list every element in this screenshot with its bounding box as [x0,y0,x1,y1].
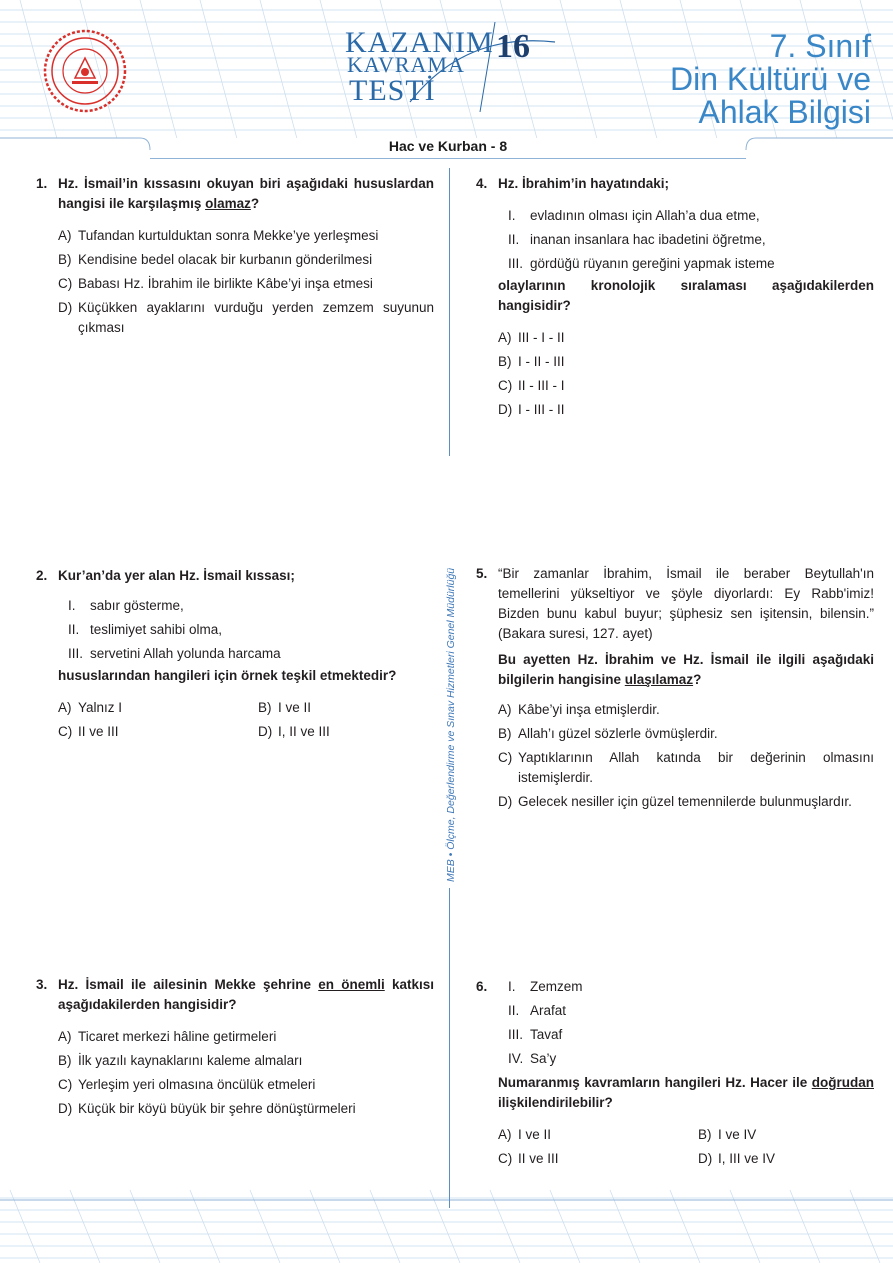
question-number: 3. [36,977,48,992]
statement-3 [498,254,874,274]
option-b[interactable] [698,1125,893,1145]
stem-text: Hz. İsmail ile ailesinin Mekke şehrine [58,977,319,992]
option-text: I, II ve III [278,724,330,739]
option-a[interactable] [58,1027,434,1047]
statement-text: evladının olması için Allah’a dua etme, [530,208,760,223]
option-letter: B) [698,1127,712,1142]
option-letter: C) [498,750,513,765]
concept-text: Zemzem [530,979,583,994]
question-stem [498,650,874,690]
option-letter: D) [698,1151,713,1166]
option-letter: C) [58,1077,73,1092]
stem-text: Bu ayetten Hz. İbrahim ve Hz. İsmail ile ilgili aşağıdaki bilgilerin hangisine [498,652,874,687]
concept-text: Arafat [530,1003,567,1018]
option-b[interactable] [498,352,874,372]
option-text: I - II - III [518,354,565,369]
option-d[interactable] [58,298,434,338]
option-letter: B) [58,1053,72,1068]
statement-numeral: I. [508,208,516,223]
option-c[interactable] [58,722,258,742]
question-2 [36,566,434,742]
stem-text: Hz. İsmail’in kıssasını okuyan biri aşağıdaki hususlardan hangisi ile karşılaşmış [58,176,434,211]
option-b[interactable] [498,724,874,744]
option-c[interactable] [498,376,874,396]
option-a[interactable] [58,698,258,718]
option-c[interactable] [58,274,434,294]
statement-1 [498,206,874,226]
concept-2 [498,1001,874,1021]
subject-name-line-1: Din Kültürü ve [670,61,871,97]
options-grid [498,1125,874,1169]
subject-grade: 7. Sınıf [769,28,871,64]
option-text: I - III - II [518,402,565,417]
option-letter: C) [498,1151,513,1166]
option-a[interactable] [58,226,434,246]
option-text: Yerleşim yeri olmasına öncülük etmeleri [78,1077,316,1092]
concept-numeral: III. [508,1027,524,1042]
option-text: Babası Hz. İbrahim ile birlikte Kâbe’yi inşa etmesi [78,276,373,291]
option-text: Ticaret merkezi hâline getirmeleri [78,1029,277,1044]
brand-swoosh-icon [405,22,565,112]
option-d[interactable] [498,400,874,420]
statement-text: servetini Allah yolunda harcama [90,646,281,661]
statement-text: sabır gösterme, [90,598,184,613]
question-5 [476,564,874,812]
option-text: II ve III [78,724,119,739]
concept-numeral: IV. [508,1051,524,1066]
option-b[interactable] [258,698,458,718]
question-stem [498,1073,874,1113]
question-stem: Kur’an’da yer alan Hz. İsmail kıssası; [58,568,295,583]
stem-emphasis: olamaz [205,196,251,211]
option-text: I, III ve IV [718,1151,776,1166]
option-c[interactable] [58,1075,434,1095]
statement-text: teslimiyet sahibi olma, [90,622,223,637]
question-stem [58,174,434,214]
option-c[interactable] [498,748,874,788]
statement-numeral: III. [508,256,524,271]
question-number: 4. [476,176,488,191]
question-number: 2. [36,568,48,583]
option-text: II ve III [518,1151,559,1166]
option-d[interactable] [58,1099,434,1119]
question-3 [36,975,434,1119]
option-text: Küçük bir köyü büyük bir şehre dönüştürmeleri [78,1101,356,1116]
question-4 [476,174,874,420]
option-text: Tufandan kurtulduktan sonra Mekke’ye yerleşmesi [78,228,379,243]
option-text: III - I - II [518,330,565,345]
concept-1 [498,977,874,997]
statement-numeral: III. [68,646,84,661]
statement-numeral: II. [508,232,520,247]
question-number: 5. [476,566,488,581]
concept-numeral: II. [508,1003,520,1018]
option-letter: A) [58,700,72,715]
brand-line-1: KAZANIM [345,26,494,59]
topic-bar [150,134,746,159]
question-prompt: olaylarının kronolojik sıralaması aşağıdakilerden hangisidir? [498,278,874,313]
option-letter: C) [58,276,73,291]
option-a[interactable] [498,328,874,348]
option-text: Allah’ı güzel sözlerle övmüşlerdir. [518,726,718,741]
option-text: Küçükken ayaklarını vurduğu yerden zemzem suyunun çıkması [78,300,434,335]
concept-4 [498,1049,874,1069]
stem-text-end: katkısı aşağıdakilerden hangisidir? [58,977,435,1012]
concept-text: Sa’y [530,1051,557,1066]
question-number: 1. [36,176,48,191]
statement-1 [58,596,434,616]
stem-text-end: ilişkilendirilebilir? [498,1095,613,1110]
subject-name-line-2: Ahlak Bilgisi [698,94,871,130]
option-letter: C) [58,724,73,739]
stem-text-end: ? [693,672,702,687]
statement-numeral: I. [68,598,76,613]
option-letter: D) [498,794,513,809]
option-letter: A) [498,702,512,717]
statement-2 [498,230,874,250]
side-publisher-text: MEB • Ölçme, Değerlendirme ve Sınav Hizmetleri Genel Müdürlüğü [445,456,457,888]
stem-emphasis: en önemli [318,977,385,992]
question-prompt: hususlarından hangileri için örnek teşkil etmektedir? [58,668,397,683]
option-letter: D) [498,402,513,417]
question-number: 6. [476,979,488,994]
statement-text: inanan insanlara hac ibadetini öğretme, [530,232,766,247]
stem-emphasis: doğrudan [811,1075,874,1090]
option-letter: B) [498,726,512,741]
option-text: Yalnız I [78,700,123,715]
option-d[interactable] [498,792,874,812]
option-text: I ve II [518,1127,552,1142]
option-letter: D) [58,300,73,315]
option-d[interactable] [698,1149,893,1169]
stem-text-end: ? [250,196,260,211]
option-text: I ve IV [718,1127,757,1142]
option-text: Yaptıklarının Allah katında bir değerinin olmasını istemişlerdir. [518,750,874,785]
subject-title [670,30,871,129]
option-letter: A) [498,330,512,345]
brand-line-3: TESTİ [349,74,436,107]
question-1 [36,174,434,338]
concept-numeral: I. [508,979,516,994]
brand-line-2: KAVRAMA [347,52,465,77]
statement-2 [58,620,434,640]
option-text: Kâbe’yi inşa etmişlerdir. [518,702,660,717]
option-c[interactable] [498,1149,698,1169]
brand-wordmark [345,22,565,112]
question-stem [58,975,434,1015]
option-letter: B) [498,354,512,369]
option-letter: C) [498,378,513,393]
option-text: II - III - I [518,378,565,393]
option-b[interactable] [58,250,434,270]
options-grid [58,698,434,742]
option-letter: D) [58,1101,73,1116]
meb-logo-icon [42,28,128,114]
option-d[interactable] [258,722,458,742]
concept-3 [498,1025,874,1045]
option-b[interactable] [58,1051,434,1071]
option-letter: A) [58,1029,72,1044]
concept-text: Tavaf [530,1027,563,1042]
option-letter: A) [58,228,72,243]
stem-emphasis: ulaşılamaz [624,672,694,687]
footer-background-pattern [0,1190,893,1263]
option-letter: A) [498,1127,512,1142]
option-a[interactable] [498,700,874,720]
question-stem: Hz. İbrahim’in hayatındaki; [498,176,670,191]
statement-numeral: II. [68,622,80,637]
topic-title: Hac ve Kurban - 8 [388,138,508,154]
option-letter: D) [258,724,273,739]
option-text: Kendisine bedel olacak bir kurbanın gönderilmesi [78,252,373,267]
test-number: 16 [496,28,530,65]
stem-text: Numaranmış kavramların hangileri Hz. Hacer ile [498,1075,812,1090]
option-text: İlk yazılı kaynaklarını kaleme almaları [78,1053,303,1068]
statement-3 [58,644,434,664]
verse-quote: “Bir zamanlar İbrahim, İsmail ile beraber Beytullah'ın temellerini yükseltiyor ve şöyle diyorlardı: Ey Rabb'imiz! Bizden bunu kabul buyur; şüphesiz sen işitensin, bilensin.” (Bakara suresi, 127. ayet) [498,566,874,641]
option-letter: B) [258,700,272,715]
option-text: Gelecek nesiller için güzel temennilerde bulunmuşlardır. [518,794,852,809]
question-6 [476,977,874,1169]
statement-text: gördüğü rüyanın gereğini yapmak isteme [530,256,775,271]
option-text: I ve II [278,700,312,715]
option-a[interactable] [498,1125,698,1145]
option-letter: B) [58,252,72,267]
